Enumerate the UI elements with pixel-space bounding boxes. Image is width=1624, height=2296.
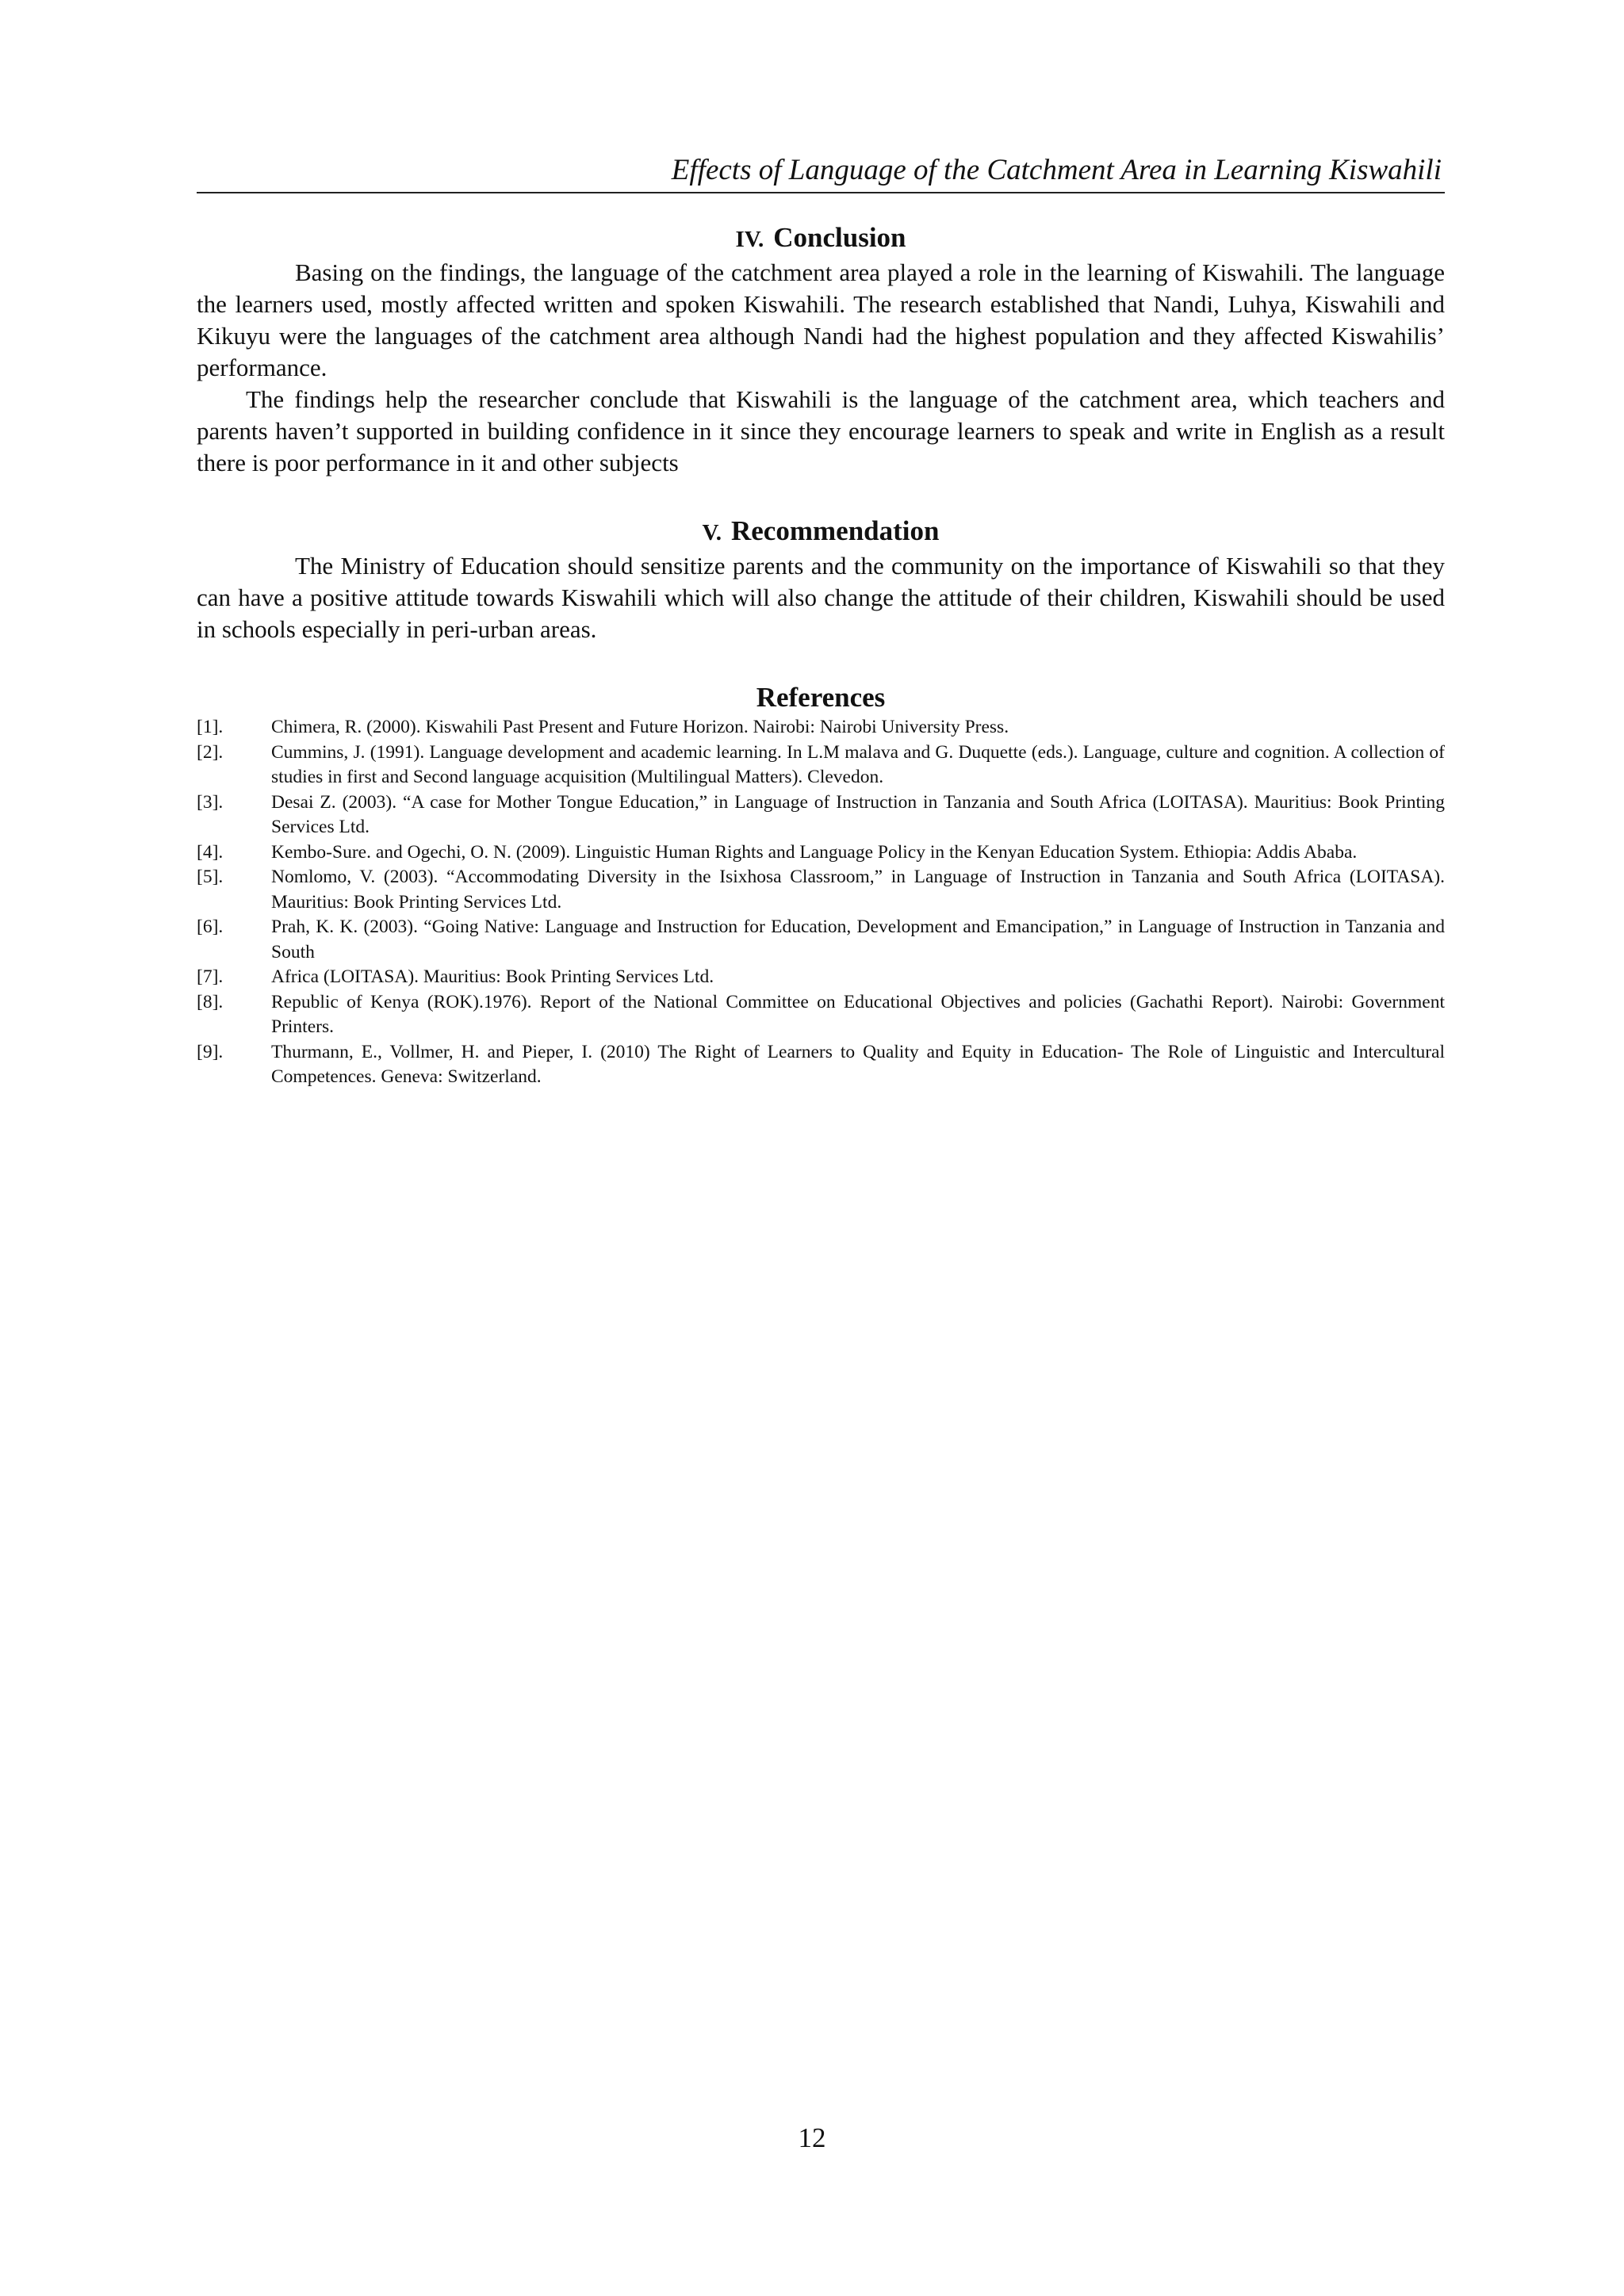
reference-item-8 xyxy=(197,990,1445,1040)
running-header: Effects of Language of the Catchment Area in Learning Kiswahili xyxy=(197,151,1445,193)
reference-number: [5]. xyxy=(197,867,224,887)
reference-item-4 xyxy=(197,840,1445,866)
reference-item-3 xyxy=(197,790,1445,840)
reference-text: Nomlomo, V. (2003). “Accommodating Diversity in the Isixhosa Classroom,” in Language of Instruction in Tanzania and South Africa (LOITASA). Mauritius: Book Printing Services Ltd. xyxy=(271,867,1445,913)
recommendation-title: Recommendation xyxy=(731,515,940,546)
reference-text: Africa (LOITASA). Mauritius: Book Printing Services Ltd. xyxy=(271,966,714,987)
page-body xyxy=(197,151,1445,1090)
references-heading: References xyxy=(756,682,886,713)
conclusion-paragraph-2: The findings help the researcher conclude that Kiswahili is the language of the catchment area, which teachers and parents haven’t supported in building confidence in it since they encourage learners to speak and write in English as a result there is poor performance in it and other subjects xyxy=(197,385,1445,476)
reference-text: Chimera, R. (2000). Kiswahili Past Present and Future Horizon. Nairobi: Nairobi University Press. xyxy=(271,717,1009,737)
page-number: 12 xyxy=(798,2122,826,2153)
reference-text: Thurmann, E., Vollmer, H. and Pieper, I. (2010) The Right of Learners to Quality and Equity in Education- The Role of Linguistic and Intercultural Competences. Geneva: Switzerland. xyxy=(271,1041,1445,1087)
reference-number: [3]. xyxy=(197,791,224,813)
reference-number: [7]. xyxy=(197,966,224,987)
reference-item-9 xyxy=(197,1040,1445,1090)
reference-number: [4]. xyxy=(197,841,224,863)
conclusion-paragraph-1: Basing on the findings, the language of the catchment area played a role in the learning of Kiswahili. The language the learners used, mostly affected written and spoken Kiswahili. The research established that Nandi, Luhya, Kiswahili and Kikuyu were the languages of the catchment area although Nandi had the highest population and they affected Kiswahilis’ performance. xyxy=(197,258,1445,381)
reference-number: [2]. xyxy=(197,741,224,763)
reference-number: [8]. xyxy=(197,991,224,1012)
recommendation-section-number: V. xyxy=(702,520,722,545)
reference-text: Cummins, J. (1991). Language development and academic learning. In L.M malava and G. Duquette (eds.). Language, culture and cognition. A collection of studies in first and Second language acquisition (Multilingual Matters). Clevedon. xyxy=(271,741,1445,787)
reference-number: [9]. xyxy=(197,1041,224,1062)
reference-item-6 xyxy=(197,915,1445,965)
reference-text: Republic of Kenya (ROK).1976). Report of the National Committee on Educational Objectives and policies (Gachathi Report). Nairobi: Government Printers. xyxy=(271,991,1445,1037)
reference-number: [1]. xyxy=(197,717,224,737)
reference-item-5 xyxy=(197,865,1445,915)
reference-number: [6]. xyxy=(197,916,224,937)
reference-text: Kembo-Sure. and Ogechi, O. N. (2009). Linguistic Human Rights and Language Policy in the Kenyan Education System. Ethiopia: Addis Ababa. xyxy=(271,841,1358,863)
conclusion-title: Conclusion xyxy=(773,222,906,253)
reference-item-2 xyxy=(197,740,1445,790)
reference-item-7 xyxy=(197,965,1445,990)
reference-list xyxy=(197,715,1445,1090)
reference-text: Prah, K. K. (2003). “Going Native: Language and Instruction for Education, Development and Emancipation,” in Language of Instruction in Tanzania and South xyxy=(271,916,1445,962)
conclusion-section-number: IV. xyxy=(735,227,764,252)
reference-text: Desai Z. (2003). “A case for Mother Tongue Education,” in Language of Instruction in Tanzania and South Africa (LOITASA). Mauritius: Book Printing Services Ltd. xyxy=(271,791,1445,837)
recommendation-heading xyxy=(197,514,1445,550)
reference-item-1 xyxy=(197,715,1445,740)
recommendation-paragraph: The Ministry of Education should sensitize parents and the community on the importance of Kiswahili so that they can have a positive attitude towards Kiswahili which will also change the attitude of their children, Kiswahili should be used in schools especially in peri-urban areas. xyxy=(197,552,1445,643)
conclusion-heading xyxy=(197,220,1445,257)
